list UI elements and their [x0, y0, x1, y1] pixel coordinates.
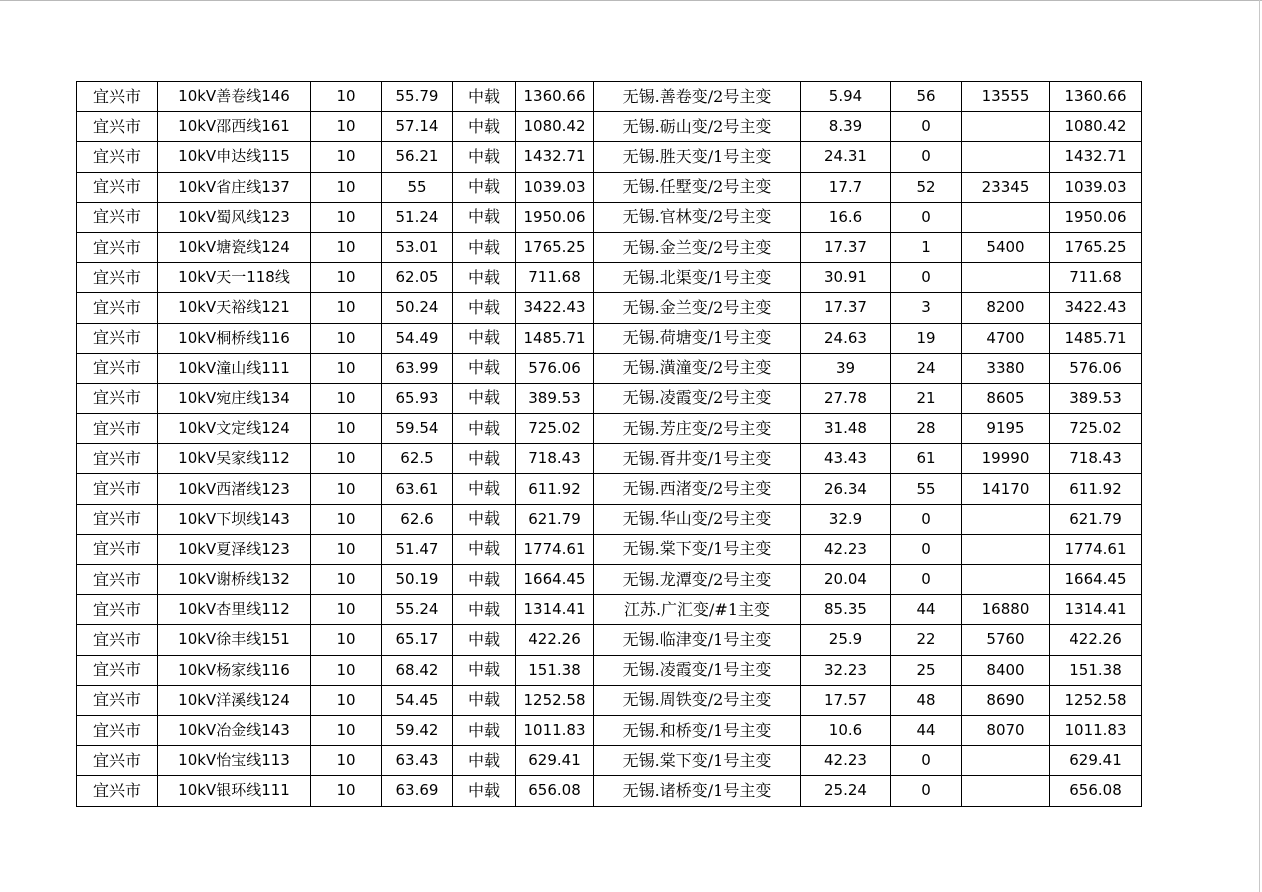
- city-cell: 宜兴市: [77, 595, 158, 625]
- voltage-cell: 10: [311, 715, 382, 745]
- voltage-cell: 10: [311, 444, 382, 474]
- voltage-cell: 10: [311, 625, 382, 655]
- table-row: [77, 655, 1142, 685]
- city-cell: 宜兴市: [77, 625, 158, 655]
- value-cell: 611.92: [516, 474, 594, 504]
- substation-cell: 无锡.北渠变/1号主变: [594, 263, 801, 293]
- load-status-cell: 中载: [453, 202, 516, 232]
- value-cell: 1664.45: [516, 565, 594, 595]
- load-rate-cell: 50.19: [382, 565, 453, 595]
- substation-cell: 无锡.华山变/2号主变: [594, 504, 801, 534]
- load-status-cell: 中载: [453, 776, 516, 806]
- count-cell: 0: [891, 263, 962, 293]
- line-name-cell: 10kV洋溪线124: [158, 685, 311, 715]
- substation-rate-cell: 16.6: [801, 202, 891, 232]
- load-status-cell: 中载: [453, 112, 516, 142]
- total-cell: 1314.41: [1050, 595, 1142, 625]
- total-cell: 151.38: [1050, 655, 1142, 685]
- count-cell: 0: [891, 534, 962, 564]
- city-cell: 宜兴市: [77, 474, 158, 504]
- table-row: [77, 746, 1142, 776]
- substation-rate-cell: 39: [801, 353, 891, 383]
- voltage-cell: 10: [311, 232, 382, 262]
- count-cell: 0: [891, 112, 962, 142]
- value-cell: 1039.03: [516, 172, 594, 202]
- line-name-cell: 10kV吴家线112: [158, 444, 311, 474]
- load-rate-cell: 62.6: [382, 504, 453, 534]
- count-cell: 1: [891, 232, 962, 262]
- load-rate-cell: 55.24: [382, 595, 453, 625]
- substation-cell: 无锡.周铁变/2号主变: [594, 685, 801, 715]
- city-cell: 宜兴市: [77, 82, 158, 112]
- load-rate-cell: 55.79: [382, 82, 453, 112]
- count-cell: 28: [891, 414, 962, 444]
- line-name-cell: 10kV西渚线123: [158, 474, 311, 504]
- city-cell: 宜兴市: [77, 685, 158, 715]
- city-cell: 宜兴市: [77, 746, 158, 776]
- total-cell: 1360.66: [1050, 82, 1142, 112]
- load-status-cell: 中载: [453, 534, 516, 564]
- total-cell: 1039.03: [1050, 172, 1142, 202]
- count-cell: 25: [891, 655, 962, 685]
- table-row: [77, 776, 1142, 806]
- table-row: [77, 172, 1142, 202]
- load-rate-cell: 65.93: [382, 383, 453, 413]
- substation-cell: 无锡.任墅变/2号主变: [594, 172, 801, 202]
- line-name-cell: 10kV潼山线111: [158, 353, 311, 383]
- table-row: [77, 414, 1142, 444]
- total-cell: 725.02: [1050, 414, 1142, 444]
- load-rate-cell: 65.17: [382, 625, 453, 655]
- value-cell: 1252.58: [516, 685, 594, 715]
- line-name-cell: 10kV谢桥线132: [158, 565, 311, 595]
- total-cell: 656.08: [1050, 776, 1142, 806]
- total-cell: 1432.71: [1050, 142, 1142, 172]
- count-cell: 0: [891, 504, 962, 534]
- count-cell: 48: [891, 685, 962, 715]
- voltage-cell: 10: [311, 82, 382, 112]
- table-row: [77, 323, 1142, 353]
- table-row: [77, 444, 1142, 474]
- substation-rate-cell: 24.31: [801, 142, 891, 172]
- substation-cell: 无锡.西渚变/2号主变: [594, 474, 801, 504]
- table-row: [77, 625, 1142, 655]
- value-cell: 1011.83: [516, 715, 594, 745]
- voltage-cell: 10: [311, 685, 382, 715]
- load-rate-cell: 56.21: [382, 142, 453, 172]
- substation-rate-cell: 10.6: [801, 715, 891, 745]
- substation-cell: 无锡.胥井变/1号主变: [594, 444, 801, 474]
- voltage-cell: 10: [311, 263, 382, 293]
- page-right-edge: [1259, 0, 1260, 892]
- value-cell: 1432.71: [516, 142, 594, 172]
- load-rate-cell: 51.47: [382, 534, 453, 564]
- value-cell: 1360.66: [516, 82, 594, 112]
- count-cell: 0: [891, 202, 962, 232]
- load-rate-cell: 63.69: [382, 776, 453, 806]
- load-status-cell: 中载: [453, 504, 516, 534]
- table-row: [77, 82, 1142, 112]
- substation-cell: 无锡.凌霞变/1号主变: [594, 655, 801, 685]
- substation-cell: 无锡.和桥变/1号主变: [594, 715, 801, 745]
- substation-rate-cell: 26.34: [801, 474, 891, 504]
- city-cell: 宜兴市: [77, 323, 158, 353]
- city-cell: 宜兴市: [77, 565, 158, 595]
- voltage-cell: 10: [311, 504, 382, 534]
- feeder-load-table: [76, 81, 1142, 807]
- total-cell: 629.41: [1050, 746, 1142, 776]
- load-rate-cell: 57.14: [382, 112, 453, 142]
- capacity-cell: 19990: [962, 444, 1050, 474]
- count-cell: 21: [891, 383, 962, 413]
- voltage-cell: 10: [311, 323, 382, 353]
- city-cell: 宜兴市: [77, 715, 158, 745]
- load-status-cell: 中载: [453, 655, 516, 685]
- voltage-cell: 10: [311, 474, 382, 504]
- capacity-cell: 8070: [962, 715, 1050, 745]
- line-name-cell: 10kV怡宝线113: [158, 746, 311, 776]
- load-status-cell: 中载: [453, 565, 516, 595]
- table-row: [77, 534, 1142, 564]
- line-name-cell: 10kV杨家线116: [158, 655, 311, 685]
- line-name-cell: 10kV塘瓷线124: [158, 232, 311, 262]
- city-cell: 宜兴市: [77, 383, 158, 413]
- capacity-cell: 8200: [962, 293, 1050, 323]
- total-cell: 1080.42: [1050, 112, 1142, 142]
- capacity-cell: [962, 534, 1050, 564]
- table-row: [77, 202, 1142, 232]
- load-status-cell: 中载: [453, 444, 516, 474]
- substation-cell: 无锡.胜天变/1号主变: [594, 142, 801, 172]
- voltage-cell: 10: [311, 776, 382, 806]
- substation-rate-cell: 5.94: [801, 82, 891, 112]
- substation-cell: 无锡.龙潭变/2号主变: [594, 565, 801, 595]
- load-rate-cell: 62.5: [382, 444, 453, 474]
- city-cell: 宜兴市: [77, 444, 158, 474]
- value-cell: 1774.61: [516, 534, 594, 564]
- load-status-cell: 中载: [453, 142, 516, 172]
- line-name-cell: 10kV杏里线112: [158, 595, 311, 625]
- substation-rate-cell: 17.7: [801, 172, 891, 202]
- table-row: [77, 474, 1142, 504]
- total-cell: 1765.25: [1050, 232, 1142, 262]
- line-name-cell: 10kV天一118线: [158, 263, 311, 293]
- substation-rate-cell: 32.9: [801, 504, 891, 534]
- table-row: [77, 232, 1142, 262]
- substation-rate-cell: 8.39: [801, 112, 891, 142]
- voltage-cell: 10: [311, 142, 382, 172]
- voltage-cell: 10: [311, 202, 382, 232]
- substation-cell: 无锡.善卷变/2号主变: [594, 82, 801, 112]
- voltage-cell: 10: [311, 746, 382, 776]
- capacity-cell: 9195: [962, 414, 1050, 444]
- table-body: [77, 82, 1142, 807]
- count-cell: 0: [891, 142, 962, 172]
- substation-rate-cell: 24.63: [801, 323, 891, 353]
- capacity-cell: [962, 142, 1050, 172]
- total-cell: 1011.83: [1050, 715, 1142, 745]
- load-rate-cell: 62.05: [382, 263, 453, 293]
- city-cell: 宜兴市: [77, 655, 158, 685]
- line-name-cell: 10kV桐桥线116: [158, 323, 311, 353]
- count-cell: 0: [891, 565, 962, 595]
- load-status-cell: 中载: [453, 232, 516, 262]
- value-cell: 1765.25: [516, 232, 594, 262]
- value-cell: 1314.41: [516, 595, 594, 625]
- capacity-cell: 3380: [962, 353, 1050, 383]
- substation-cell: 江苏.广汇变/#1主变: [594, 595, 801, 625]
- line-name-cell: 10kV文定线124: [158, 414, 311, 444]
- substation-cell: 无锡.金兰变/2号主变: [594, 293, 801, 323]
- city-cell: 宜兴市: [77, 776, 158, 806]
- voltage-cell: 10: [311, 565, 382, 595]
- load-status-cell: 中载: [453, 82, 516, 112]
- table-row: [77, 112, 1142, 142]
- substation-rate-cell: 17.37: [801, 232, 891, 262]
- table-row: [77, 685, 1142, 715]
- capacity-cell: 5760: [962, 625, 1050, 655]
- capacity-cell: 8605: [962, 383, 1050, 413]
- load-rate-cell: 59.54: [382, 414, 453, 444]
- table-row: [77, 383, 1142, 413]
- load-rate-cell: 55: [382, 172, 453, 202]
- substation-rate-cell: 43.43: [801, 444, 891, 474]
- voltage-cell: 10: [311, 172, 382, 202]
- value-cell: 1950.06: [516, 202, 594, 232]
- load-rate-cell: 50.24: [382, 293, 453, 323]
- table-row: [77, 504, 1142, 534]
- substation-cell: 无锡.荷塘变/1号主变: [594, 323, 801, 353]
- substation-cell: 无锡.官林变/2号主变: [594, 202, 801, 232]
- substation-rate-cell: 42.23: [801, 534, 891, 564]
- total-cell: 389.53: [1050, 383, 1142, 413]
- line-name-cell: 10kV徐丰线151: [158, 625, 311, 655]
- page-top-edge: [0, 0, 1262, 1]
- value-cell: 621.79: [516, 504, 594, 534]
- table-row: [77, 565, 1142, 595]
- voltage-cell: 10: [311, 293, 382, 323]
- voltage-cell: 10: [311, 534, 382, 564]
- line-name-cell: 10kV下坝线143: [158, 504, 311, 534]
- city-cell: 宜兴市: [77, 232, 158, 262]
- substation-cell: 无锡.芳庄变/2号主变: [594, 414, 801, 444]
- total-cell: 422.26: [1050, 625, 1142, 655]
- city-cell: 宜兴市: [77, 534, 158, 564]
- count-cell: 44: [891, 595, 962, 625]
- load-status-cell: 中载: [453, 715, 516, 745]
- substation-rate-cell: 85.35: [801, 595, 891, 625]
- line-name-cell: 10kV申达线115: [158, 142, 311, 172]
- count-cell: 52: [891, 172, 962, 202]
- load-rate-cell: 59.42: [382, 715, 453, 745]
- substation-rate-cell: 32.23: [801, 655, 891, 685]
- capacity-cell: 8400: [962, 655, 1050, 685]
- capacity-cell: 5400: [962, 232, 1050, 262]
- table-row: [77, 715, 1142, 745]
- line-name-cell: 10kV冶金线143: [158, 715, 311, 745]
- voltage-cell: 10: [311, 655, 382, 685]
- line-name-cell: 10kV银环线111: [158, 776, 311, 806]
- total-cell: 3422.43: [1050, 293, 1142, 323]
- count-cell: 22: [891, 625, 962, 655]
- voltage-cell: 10: [311, 353, 382, 383]
- total-cell: 718.43: [1050, 444, 1142, 474]
- value-cell: 422.26: [516, 625, 594, 655]
- city-cell: 宜兴市: [77, 504, 158, 534]
- load-status-cell: 中载: [453, 414, 516, 444]
- value-cell: 718.43: [516, 444, 594, 474]
- voltage-cell: 10: [311, 414, 382, 444]
- total-cell: 1252.58: [1050, 685, 1142, 715]
- capacity-cell: 16880: [962, 595, 1050, 625]
- city-cell: 宜兴市: [77, 414, 158, 444]
- substation-cell: 无锡.凌霞变/2号主变: [594, 383, 801, 413]
- capacity-cell: [962, 746, 1050, 776]
- load-rate-cell: 63.61: [382, 474, 453, 504]
- table-row: [77, 142, 1142, 172]
- substation-rate-cell: 20.04: [801, 565, 891, 595]
- substation-cell: 无锡.砺山变/2号主变: [594, 112, 801, 142]
- substation-cell: 无锡.诸桥变/1号主变: [594, 776, 801, 806]
- capacity-cell: [962, 112, 1050, 142]
- value-cell: 629.41: [516, 746, 594, 776]
- value-cell: 656.08: [516, 776, 594, 806]
- substation-cell: 无锡.金兰变/2号主变: [594, 232, 801, 262]
- city-cell: 宜兴市: [77, 172, 158, 202]
- count-cell: 61: [891, 444, 962, 474]
- line-name-cell: 10kV邵西线161: [158, 112, 311, 142]
- count-cell: 3: [891, 293, 962, 323]
- voltage-cell: 10: [311, 112, 382, 142]
- capacity-cell: [962, 776, 1050, 806]
- substation-rate-cell: 42.23: [801, 746, 891, 776]
- load-rate-cell: 51.24: [382, 202, 453, 232]
- substation-cell: 无锡.临津变/1号主变: [594, 625, 801, 655]
- load-status-cell: 中载: [453, 625, 516, 655]
- load-status-cell: 中载: [453, 595, 516, 625]
- load-rate-cell: 63.43: [382, 746, 453, 776]
- capacity-cell: [962, 504, 1050, 534]
- total-cell: 576.06: [1050, 353, 1142, 383]
- table-row: [77, 293, 1142, 323]
- capacity-cell: [962, 263, 1050, 293]
- capacity-cell: 8690: [962, 685, 1050, 715]
- value-cell: 1485.71: [516, 323, 594, 353]
- capacity-cell: [962, 565, 1050, 595]
- substation-cell: 无锡.潢潼变/2号主变: [594, 353, 801, 383]
- load-rate-cell: 54.49: [382, 323, 453, 353]
- value-cell: 389.53: [516, 383, 594, 413]
- total-cell: 1950.06: [1050, 202, 1142, 232]
- substation-rate-cell: 17.57: [801, 685, 891, 715]
- substation-rate-cell: 25.9: [801, 625, 891, 655]
- load-rate-cell: 54.45: [382, 685, 453, 715]
- load-status-cell: 中载: [453, 323, 516, 353]
- city-cell: 宜兴市: [77, 202, 158, 232]
- substation-rate-cell: 30.91: [801, 263, 891, 293]
- value-cell: 1080.42: [516, 112, 594, 142]
- substation-cell: 无锡.棠下变/1号主变: [594, 534, 801, 564]
- total-cell: 621.79: [1050, 504, 1142, 534]
- line-name-cell: 10kV蜀风线123: [158, 202, 311, 232]
- total-cell: 1664.45: [1050, 565, 1142, 595]
- total-cell: 711.68: [1050, 263, 1142, 293]
- table-row: [77, 263, 1142, 293]
- count-cell: 24: [891, 353, 962, 383]
- load-status-cell: 中载: [453, 474, 516, 504]
- capacity-cell: 14170: [962, 474, 1050, 504]
- value-cell: 711.68: [516, 263, 594, 293]
- voltage-cell: 10: [311, 383, 382, 413]
- load-status-cell: 中载: [453, 685, 516, 715]
- substation-rate-cell: 17.37: [801, 293, 891, 323]
- line-name-cell: 10kV省庄线137: [158, 172, 311, 202]
- total-cell: 1485.71: [1050, 323, 1142, 353]
- load-status-cell: 中载: [453, 293, 516, 323]
- load-status-cell: 中载: [453, 263, 516, 293]
- value-cell: 576.06: [516, 353, 594, 383]
- load-rate-cell: 68.42: [382, 655, 453, 685]
- city-cell: 宜兴市: [77, 353, 158, 383]
- capacity-cell: 23345: [962, 172, 1050, 202]
- load-status-cell: 中载: [453, 353, 516, 383]
- substation-rate-cell: 25.24: [801, 776, 891, 806]
- count-cell: 56: [891, 82, 962, 112]
- load-status-cell: 中载: [453, 383, 516, 413]
- value-cell: 3422.43: [516, 293, 594, 323]
- capacity-cell: 4700: [962, 323, 1050, 353]
- value-cell: 151.38: [516, 655, 594, 685]
- table-row: [77, 595, 1142, 625]
- table-row: [77, 353, 1142, 383]
- substation-rate-cell: 27.78: [801, 383, 891, 413]
- capacity-cell: 13555: [962, 82, 1050, 112]
- load-rate-cell: 53.01: [382, 232, 453, 262]
- count-cell: 0: [891, 746, 962, 776]
- load-rate-cell: 63.99: [382, 353, 453, 383]
- count-cell: 44: [891, 715, 962, 745]
- total-cell: 1774.61: [1050, 534, 1142, 564]
- count-cell: 55: [891, 474, 962, 504]
- line-name-cell: 10kV善卷线146: [158, 82, 311, 112]
- line-name-cell: 10kV宛庄线134: [158, 383, 311, 413]
- line-name-cell: 10kV天裕线121: [158, 293, 311, 323]
- voltage-cell: 10: [311, 595, 382, 625]
- substation-cell: 无锡.棠下变/1号主变: [594, 746, 801, 776]
- city-cell: 宜兴市: [77, 263, 158, 293]
- city-cell: 宜兴市: [77, 142, 158, 172]
- city-cell: 宜兴市: [77, 293, 158, 323]
- load-status-cell: 中载: [453, 172, 516, 202]
- count-cell: 19: [891, 323, 962, 353]
- count-cell: 0: [891, 776, 962, 806]
- capacity-cell: [962, 202, 1050, 232]
- substation-rate-cell: 31.48: [801, 414, 891, 444]
- line-name-cell: 10kV夏泽线123: [158, 534, 311, 564]
- load-status-cell: 中载: [453, 746, 516, 776]
- total-cell: 611.92: [1050, 474, 1142, 504]
- value-cell: 725.02: [516, 414, 594, 444]
- city-cell: 宜兴市: [77, 112, 158, 142]
